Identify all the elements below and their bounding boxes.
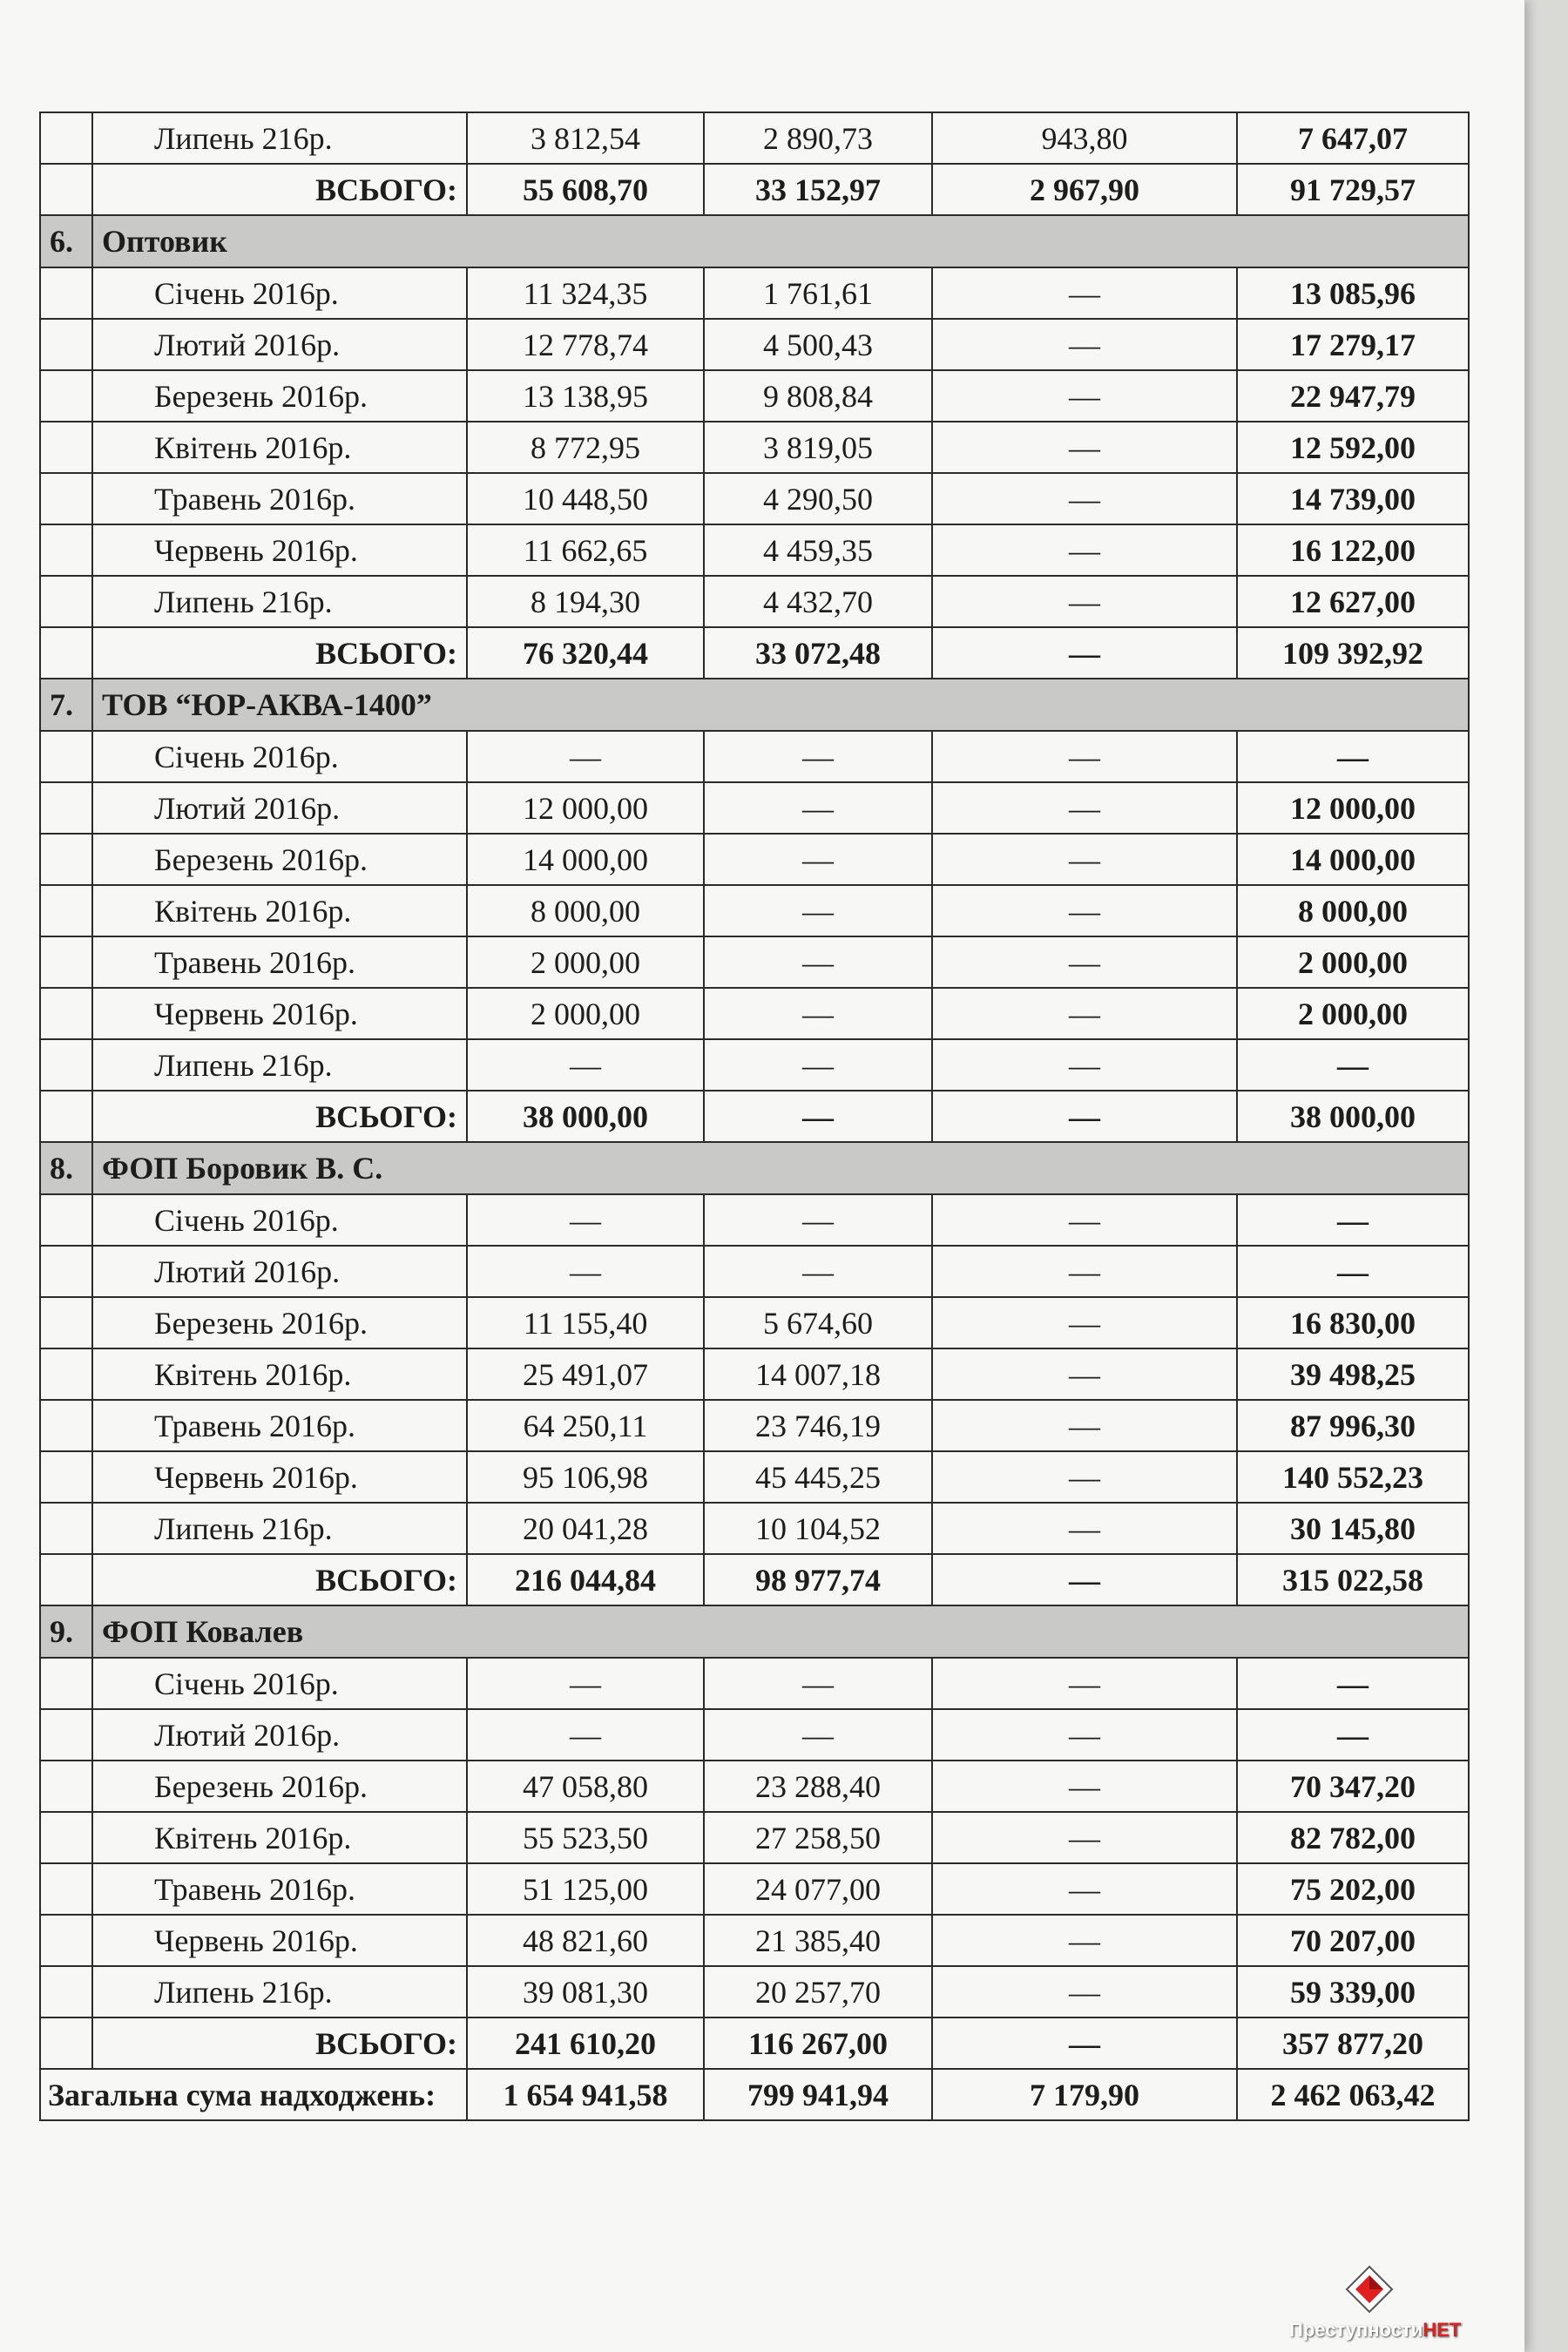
month-col-b: — — [704, 885, 932, 936]
month-row — [40, 936, 1469, 988]
month-row — [40, 1194, 1469, 1246]
subtotal-col-b: — — [704, 1091, 932, 1142]
payments-table — [39, 112, 1470, 2121]
row-number-cell — [40, 782, 92, 834]
month-col-b: 10 104,52 — [704, 1503, 932, 1554]
month-total: — — [1237, 1658, 1469, 1709]
month-col-c: — — [932, 576, 1237, 627]
row-number-cell — [40, 627, 92, 679]
month-total: 75 202,00 — [1237, 1863, 1469, 1915]
section-header-row — [40, 215, 1469, 267]
section-number: 7. — [40, 679, 92, 731]
month-col-a: 2 000,00 — [467, 936, 704, 988]
month-label: Лютий 2016р. — [92, 782, 467, 834]
month-total: — — [1237, 1246, 1469, 1297]
section-title: Оптовик — [92, 215, 1469, 267]
month-row — [40, 1966, 1469, 2017]
month-label: Травень 2016р. — [92, 1863, 467, 1915]
row-number-cell — [40, 1761, 92, 1812]
month-row — [40, 267, 1469, 319]
month-col-c: — — [932, 834, 1237, 885]
month-label: Липень 216р. — [92, 112, 467, 164]
subtotal-value: 91 729,57 — [1237, 164, 1469, 215]
month-col-b: — — [704, 1039, 932, 1091]
month-label: Березень 2016р. — [92, 1297, 467, 1348]
row-number-cell — [40, 1554, 92, 1605]
month-col-c: — — [932, 422, 1237, 473]
row-number-cell — [40, 1246, 92, 1297]
section-header-row — [40, 1605, 1469, 1658]
row-number-cell — [40, 1297, 92, 1348]
subtotal-col-c: 2 967,90 — [932, 164, 1237, 215]
month-col-b: — — [704, 988, 932, 1039]
month-label: Лютий 2016р. — [92, 1709, 467, 1761]
month-col-c: — — [932, 1863, 1237, 1915]
subtotal-label: ВСЬОГО: — [92, 1554, 467, 1605]
month-total: 59 339,00 — [1237, 1966, 1469, 2017]
row-number-cell — [40, 2017, 92, 2069]
month-total: 140 552,23 — [1237, 1451, 1469, 1503]
month-total: 7 647,07 — [1237, 112, 1469, 164]
month-col-c: — — [932, 1915, 1237, 1966]
month-col-c: — — [932, 473, 1237, 524]
month-col-c: — — [932, 524, 1237, 576]
subtotal-row — [40, 164, 1469, 215]
month-col-c: — — [932, 782, 1237, 834]
month-col-c: — — [932, 1194, 1237, 1246]
month-total: 14 000,00 — [1237, 834, 1469, 885]
month-label: Червень 2016р. — [92, 988, 467, 1039]
subtotal-row — [40, 1554, 1469, 1605]
row-number-cell — [40, 1658, 92, 1709]
month-col-a: 10 448,50 — [467, 473, 704, 524]
subtotal-label: ВСЬОГО: — [92, 2017, 467, 2069]
month-col-b: 2 890,73 — [704, 112, 932, 164]
month-col-b: — — [704, 782, 932, 834]
month-label: Травень 2016р. — [92, 1400, 467, 1451]
row-number-cell — [40, 524, 92, 576]
month-col-b: 1 761,61 — [704, 267, 932, 319]
row-number-cell — [40, 1039, 92, 1091]
section-title: ФОП Боровик В. С. — [92, 1142, 1469, 1194]
subtotal-label: ВСЬОГО: — [92, 1091, 467, 1142]
month-row — [40, 370, 1469, 422]
month-col-b: — — [704, 1658, 932, 1709]
month-col-c: — — [932, 1812, 1237, 1863]
month-total: 30 145,80 — [1237, 1503, 1469, 1554]
month-col-a: — — [467, 1039, 704, 1091]
section-number: 8. — [40, 1142, 92, 1194]
month-col-a: 39 081,30 — [467, 1966, 704, 2017]
row-number-cell — [40, 1503, 92, 1554]
payments-table-body — [40, 112, 1469, 2120]
subtotal-col-a: 38 000,00 — [467, 1091, 704, 1142]
subtotal-col-b: 116 267,00 — [704, 2017, 932, 2069]
month-col-a: 14 000,00 — [467, 834, 704, 885]
grand-total-row — [40, 2069, 1469, 2120]
month-col-c: — — [932, 988, 1237, 1039]
month-row — [40, 1812, 1469, 1863]
grand-total-col-b: 799 941,94 — [704, 2069, 932, 2120]
month-total: 14 739,00 — [1237, 473, 1469, 524]
month-total: 70 207,00 — [1237, 1915, 1469, 1966]
watermark-text-main: Преступности — [1289, 2319, 1423, 2341]
month-col-c: — — [932, 1761, 1237, 1812]
row-number-cell — [40, 164, 92, 215]
month-label: Березень 2016р. — [92, 370, 467, 422]
row-number-cell — [40, 731, 92, 782]
month-row — [40, 1348, 1469, 1400]
month-col-a: 95 106,98 — [467, 1451, 704, 1503]
month-row — [40, 885, 1469, 936]
month-row — [40, 1915, 1469, 1966]
month-label: Червень 2016р. — [92, 1915, 467, 1966]
subtotal-label: ВСЬОГО: — [92, 164, 467, 215]
month-col-c: — — [932, 1709, 1237, 1761]
section-number: 6. — [40, 215, 92, 267]
month-label: Січень 2016р. — [92, 1658, 467, 1709]
month-row — [40, 576, 1469, 627]
month-col-a: 20 041,28 — [467, 1503, 704, 1554]
month-col-b: — — [704, 936, 932, 988]
month-label: Січень 2016р. — [92, 1194, 467, 1246]
subtotal-row — [40, 1091, 1469, 1142]
month-total: 39 498,25 — [1237, 1348, 1469, 1400]
month-col-a: 3 812,54 — [467, 112, 704, 164]
month-row — [40, 834, 1469, 885]
grand-total-col-c: 7 179,90 — [932, 2069, 1237, 2120]
payments-table-wrap — [39, 112, 1468, 2121]
month-row — [40, 988, 1469, 1039]
row-number-cell — [40, 1915, 92, 1966]
month-col-a: — — [467, 731, 704, 782]
month-total: 16 122,00 — [1237, 524, 1469, 576]
month-col-c: — — [932, 936, 1237, 988]
month-col-a: 8 772,95 — [467, 422, 704, 473]
month-col-c: — — [932, 1348, 1237, 1400]
month-label: Лютий 2016р. — [92, 1246, 467, 1297]
month-row — [40, 731, 1469, 782]
month-col-c: — — [932, 267, 1237, 319]
month-col-a: 8 000,00 — [467, 885, 704, 936]
row-number-cell — [40, 1812, 92, 1863]
row-number-cell — [40, 112, 92, 164]
row-number-cell — [40, 1966, 92, 2017]
month-col-b: 9 808,84 — [704, 370, 932, 422]
month-col-b: — — [704, 1709, 932, 1761]
row-number-cell — [40, 1348, 92, 1400]
month-row — [40, 524, 1469, 576]
row-number-cell — [40, 834, 92, 885]
month-col-b: 20 257,70 — [704, 1966, 932, 2017]
month-col-a: — — [467, 1246, 704, 1297]
month-label: Травень 2016р. — [92, 473, 467, 524]
month-col-a: 13 138,95 — [467, 370, 704, 422]
subtotal-row — [40, 627, 1469, 679]
month-col-c: — — [932, 1400, 1237, 1451]
month-col-b: 3 819,05 — [704, 422, 932, 473]
month-label: Квітень 2016р. — [92, 885, 467, 936]
month-col-c: — — [932, 1451, 1237, 1503]
month-col-c: — — [932, 1503, 1237, 1554]
month-row — [40, 1863, 1469, 1915]
row-number-cell — [40, 1091, 92, 1142]
month-col-a: 12 778,74 — [467, 319, 704, 370]
month-row — [40, 782, 1469, 834]
diamond-logo-icon — [1343, 2263, 1396, 2315]
month-total: — — [1237, 1039, 1469, 1091]
grand-total-value: 2 462 063,42 — [1237, 2069, 1469, 2120]
month-col-b: 24 077,00 — [704, 1863, 932, 1915]
month-col-b: — — [704, 1246, 932, 1297]
subtotal-col-a: 241 610,20 — [467, 2017, 704, 2069]
month-label: Квітень 2016р. — [92, 422, 467, 473]
month-total: 16 830,00 — [1237, 1297, 1469, 1348]
month-col-b: 4 290,50 — [704, 473, 932, 524]
section-header-row — [40, 679, 1469, 731]
month-col-a: 11 324,35 — [467, 267, 704, 319]
subtotal-col-b: 33 152,97 — [704, 164, 932, 215]
row-number-cell — [40, 267, 92, 319]
month-col-b: — — [704, 731, 932, 782]
month-total: 12 000,00 — [1237, 782, 1469, 834]
month-label: Червень 2016р. — [92, 524, 467, 576]
month-col-a: 25 491,07 — [467, 1348, 704, 1400]
subtotal-value: 315 022,58 — [1237, 1554, 1469, 1605]
month-label: Березень 2016р. — [92, 1761, 467, 1812]
month-col-b: 23 288,40 — [704, 1761, 932, 1812]
subtotal-row — [40, 2017, 1469, 2069]
month-col-b: 4 459,35 — [704, 524, 932, 576]
subtotal-value: 38 000,00 — [1237, 1091, 1469, 1142]
month-row — [40, 422, 1469, 473]
row-number-cell — [40, 1863, 92, 1915]
month-row — [40, 319, 1469, 370]
row-number-cell — [40, 370, 92, 422]
month-col-c: — — [932, 1246, 1237, 1297]
month-total: 12 592,00 — [1237, 422, 1469, 473]
month-col-a: — — [467, 1658, 704, 1709]
month-total: 87 996,30 — [1237, 1400, 1469, 1451]
month-label: Січень 2016р. — [92, 731, 467, 782]
month-total: 8 000,00 — [1237, 885, 1469, 936]
month-col-a: 11 662,65 — [467, 524, 704, 576]
month-label: Лютий 2016р. — [92, 319, 467, 370]
subtotal-col-c: — — [932, 2017, 1237, 2069]
row-number-cell — [40, 988, 92, 1039]
month-row — [40, 1503, 1469, 1554]
subtotal-col-c: — — [932, 627, 1237, 679]
month-col-c: — — [932, 885, 1237, 936]
month-col-a: — — [467, 1194, 704, 1246]
month-col-a: 64 250,11 — [467, 1400, 704, 1451]
month-row — [40, 1658, 1469, 1709]
month-col-c: — — [932, 370, 1237, 422]
subtotal-col-c: — — [932, 1091, 1237, 1142]
month-col-c: — — [932, 319, 1237, 370]
month-row — [40, 473, 1469, 524]
row-number-cell — [40, 576, 92, 627]
month-row — [40, 1451, 1469, 1503]
month-col-a: 48 821,60 — [467, 1915, 704, 1966]
month-total: 70 347,20 — [1237, 1761, 1469, 1812]
month-label: Липень 216р. — [92, 1039, 467, 1091]
month-row — [40, 1246, 1469, 1297]
month-col-b: — — [704, 1194, 932, 1246]
month-total: 12 627,00 — [1237, 576, 1469, 627]
month-col-a: 8 194,30 — [467, 576, 704, 627]
section-number: 9. — [40, 1605, 92, 1658]
month-row — [40, 1400, 1469, 1451]
month-col-c: — — [932, 1039, 1237, 1091]
watermark-text-accent: НЕТ — [1423, 2319, 1462, 2341]
subtotal-col-a: 216 044,84 — [467, 1554, 704, 1605]
month-total: 13 085,96 — [1237, 267, 1469, 319]
month-label: Липень 216р. — [92, 1966, 467, 2017]
month-col-b: 4 432,70 — [704, 576, 932, 627]
month-total: 22 947,79 — [1237, 370, 1469, 422]
month-label: Липень 216р. — [92, 1503, 467, 1554]
month-col-a: — — [467, 1709, 704, 1761]
grand-total-col-a: 1 654 941,58 — [467, 2069, 704, 2120]
month-col-c: — — [932, 1297, 1237, 1348]
month-total: — — [1237, 731, 1469, 782]
subtotal-label: ВСЬОГО: — [92, 627, 467, 679]
row-number-cell — [40, 1451, 92, 1503]
section-title: ФОП Ковалев — [92, 1605, 1469, 1658]
month-label: Липень 216р. — [92, 576, 467, 627]
row-number-cell — [40, 1400, 92, 1451]
month-label: Квітень 2016р. — [92, 1348, 467, 1400]
month-col-b: 14 007,18 — [704, 1348, 932, 1400]
row-number-cell — [40, 936, 92, 988]
month-total: 2 000,00 — [1237, 936, 1469, 988]
month-col-b: 45 445,25 — [704, 1451, 932, 1503]
month-col-a: 12 000,00 — [467, 782, 704, 834]
row-number-cell — [40, 319, 92, 370]
month-row — [40, 1709, 1469, 1761]
subtotal-value: 357 877,20 — [1237, 2017, 1469, 2069]
month-total: 17 279,17 — [1237, 319, 1469, 370]
month-col-a: 2 000,00 — [467, 988, 704, 1039]
month-col-b: 4 500,43 — [704, 319, 932, 370]
row-number-cell — [40, 1194, 92, 1246]
month-col-c: — — [932, 1966, 1237, 2017]
month-col-a: 47 058,80 — [467, 1761, 704, 1812]
grand-total-label: Загальна сума надходжень: — [40, 2069, 467, 2120]
month-col-a: 55 523,50 — [467, 1812, 704, 1863]
subtotal-col-a: 55 608,70 — [467, 164, 704, 215]
month-total: 2 000,00 — [1237, 988, 1469, 1039]
subtotal-col-b: 33 072,48 — [704, 627, 932, 679]
subtotal-col-a: 76 320,44 — [467, 627, 704, 679]
month-col-b: 27 258,50 — [704, 1812, 932, 1863]
site-watermark — [1289, 2263, 1463, 2342]
month-total: — — [1237, 1709, 1469, 1761]
watermark-text — [1289, 2319, 1463, 2342]
month-row — [40, 1761, 1469, 1812]
month-label: Травень 2016р. — [92, 936, 467, 988]
month-col-a: 11 155,40 — [467, 1297, 704, 1348]
month-col-b: 5 674,60 — [704, 1297, 932, 1348]
section-title: ТОВ “ЮР-АКВА-1400” — [92, 679, 1469, 731]
subtotal-value: 109 392,92 — [1237, 627, 1469, 679]
subtotal-col-c: — — [932, 1554, 1237, 1605]
month-row — [40, 112, 1469, 164]
month-row — [40, 1297, 1469, 1348]
month-col-b: — — [704, 834, 932, 885]
month-label: Січень 2016р. — [92, 267, 467, 319]
row-number-cell — [40, 422, 92, 473]
month-col-c: — — [932, 1658, 1237, 1709]
month-row — [40, 1039, 1469, 1091]
month-label: Квітень 2016р. — [92, 1812, 467, 1863]
month-col-c: — — [932, 731, 1237, 782]
month-col-c: 943,80 — [932, 112, 1237, 164]
month-total: — — [1237, 1194, 1469, 1246]
row-number-cell — [40, 885, 92, 936]
row-number-cell — [40, 1709, 92, 1761]
month-col-b: 21 385,40 — [704, 1915, 932, 1966]
section-header-row — [40, 1142, 1469, 1194]
month-col-a: 51 125,00 — [467, 1863, 704, 1915]
month-label: Червень 2016р. — [92, 1451, 467, 1503]
month-label: Березень 2016р. — [92, 834, 467, 885]
row-number-cell — [40, 473, 92, 524]
month-total: 82 782,00 — [1237, 1812, 1469, 1863]
subtotal-col-b: 98 977,74 — [704, 1554, 932, 1605]
month-col-b: 23 746,19 — [704, 1400, 932, 1451]
